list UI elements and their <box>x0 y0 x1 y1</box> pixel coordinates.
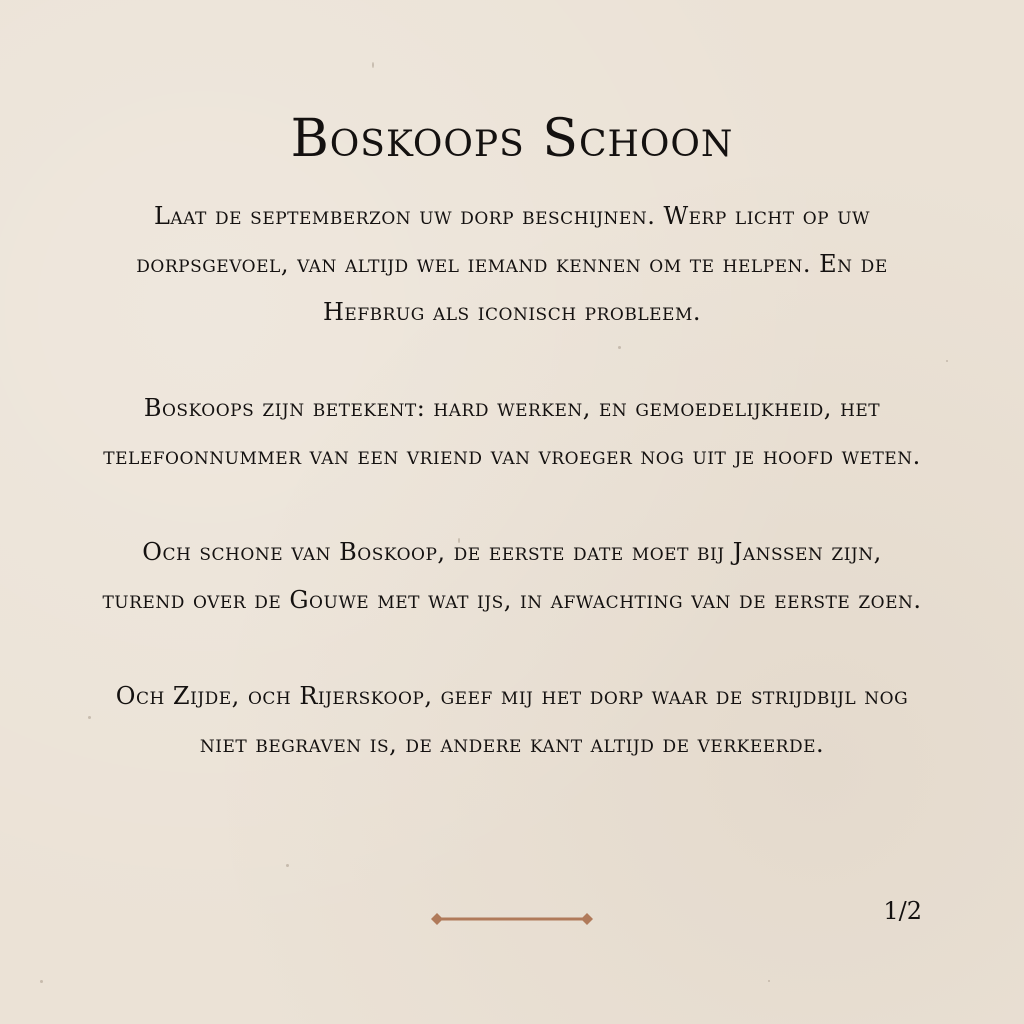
page-title: Boskoops Schoon <box>290 109 734 169</box>
paragraph-3: Och schone van Boskoop, de eerste date moet bij Janssen zijn, turend over de Gouwe met wat ijs, in afwachting van de eerste zoen. <box>102 538 922 614</box>
paragraph-2: Boskoops zijn betekent: hard werken, en gemoedelijkheid, het telefoonnummer van een vriend van vroeger nog uit je hoofd weten. <box>103 394 921 470</box>
divider-diamond-right <box>581 913 593 925</box>
paper-speck <box>286 864 289 867</box>
paper-speck <box>372 62 374 68</box>
ornamental-divider-icon <box>430 912 594 926</box>
paragraph-1: Laat de septemberzon uw dorp beschijnen. Werp licht op uw dorpsgevoel, van altijd wel iemand kennen om te helpen. En de Hefbrug als iconisch probleem. <box>136 202 888 326</box>
paragraph-4: Och Zijde, och Rijerskoop, geef mij het dorp waar de strijdbijl nog niet begraven is, de andere kant altijd de verkeerde. <box>115 682 909 758</box>
poem-body <box>100 192 924 768</box>
divider-diamond-left <box>431 913 443 925</box>
paper-speck <box>88 716 91 719</box>
paper-speck <box>946 360 948 362</box>
page-indicator: 1/2 <box>883 897 922 925</box>
paper-speck <box>768 980 770 982</box>
paper-speck <box>40 980 43 983</box>
